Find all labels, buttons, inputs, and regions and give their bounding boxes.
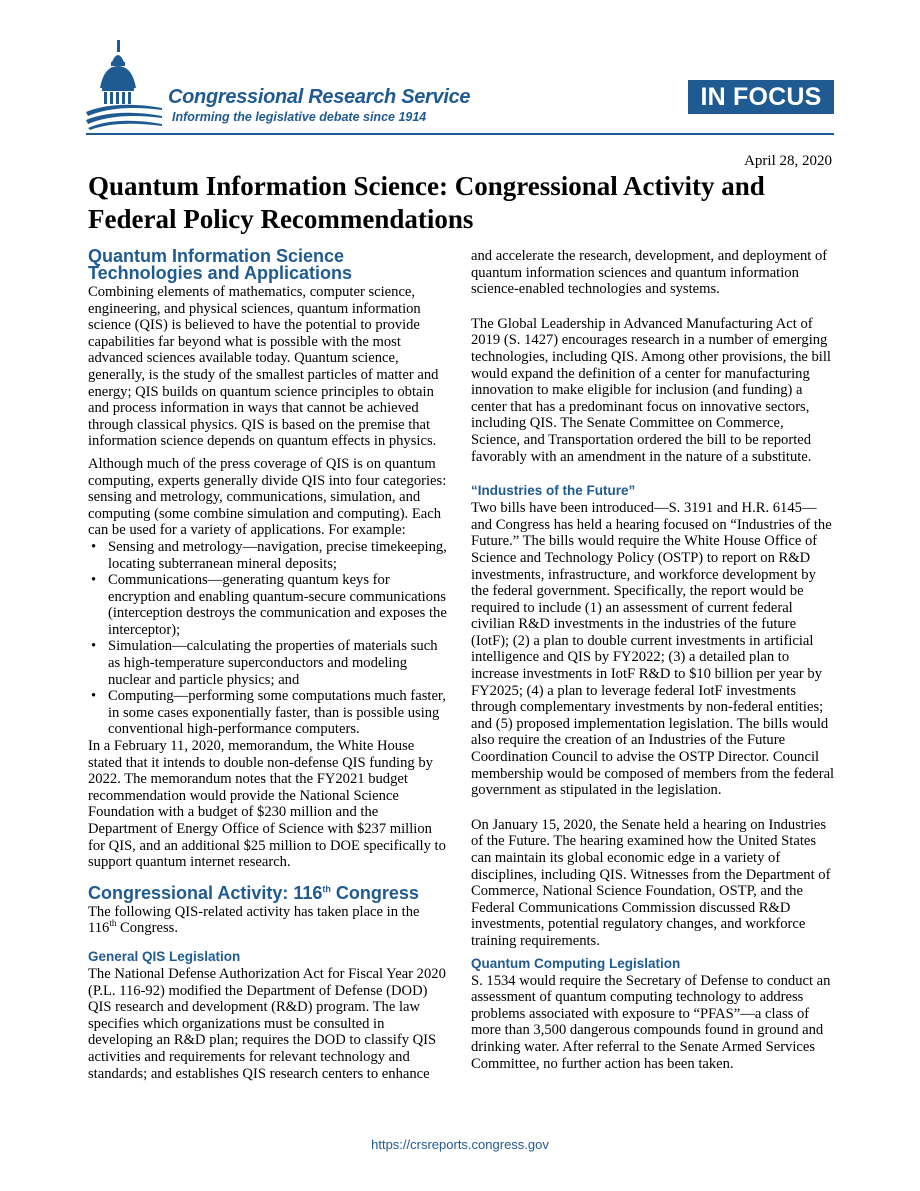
in-focus-badge: IN FOCUS	[688, 80, 834, 114]
right-column	[471, 248, 835, 1078]
left-column	[88, 248, 448, 1088]
list-item: • Sensing and metrology—navigation, precise timekeeping, locating subterranean mineral deposits;	[88, 539, 448, 572]
list-item: • Communications—generating quantum keys for encryption and enabling quantum-secure communications (interception destroys the communication and exposes the interceptor);	[88, 572, 448, 638]
paragraph: Combining elements of mathematics, computer science, engineering, and physical sciences, quantum information science (QIS) is believed to have the potential to provide capabilities far beyond what is possible with the most advanced sciences available today. Quantum science, generally, is the study of the smallest particles of matter and energy; QIS builds on quantum science principles to obtain and process information in ways that cannot be achieved through classical physics. QIS is based on the premise that information science depends on quantum effects in physics.	[88, 284, 439, 450]
paragraph: On January 15, 2020, the Senate held a hearing on Industries of the Future. The hearing examined how the United States can maintain its global economic edge in a variety of disciplines, including QIS. Witnesses from the Department of Commerce, National Science Foundation, OSTP, and the Federal Communications Commission discussed R&D investments, potential regulatory changes, and workforce training requirements.	[471, 816, 831, 949]
paragraph: The following QIS-related activity has taken place in the 116th Congress.	[88, 903, 420, 937]
subheading-industries: “Industries of the Future”	[471, 483, 636, 499]
page-title: Quantum Information Science: Congressional Activity and Federal Policy Recommendations	[88, 171, 765, 234]
application-list	[88, 539, 448, 738]
org-tagline: Informing the legislative debate since 1914	[172, 110, 427, 124]
paragraph: and accelerate the research, development, and deployment of quantum information sciences and quantum information science-enabled technologies and systems.	[471, 248, 828, 298]
paragraph: Two bills have been introduced—S. 3191 and H.R. 6145—and Congress has held a hearing focused on “Industries of the Future.” The bills would require the White House Office of Science and Technology Policy (OSTP) to report on R&D investments, infrastructure, and workforce development by the federal government. Specifically, the report would be required to include (1) an assessment of current federal civilian R&D investments in the industries of the future (IotF); (2) a plan to double current investments in artificial intelligence and QIS by FY2022; (3) a detailed plan to increase investments in IotF R&D to $10 billion per year by FY2025; (4) a plan to leverage federal IotF investments through complementary investments by non-federal entities; and (5) proposed implementation legislation. The bills would also require the creation of an Industries of the Future Coordination Council to advise the OSTP Director. Council membership would be composed of members from the federal government as stipulated in the legislation.	[471, 500, 835, 799]
paragraph: Although much of the press coverage of QIS is on quantum computing, experts generally divide QIS into four categories: sensing and metrology, communications, simulation, and computing (some combine simulation and computing). Each can be used for a variety of applications. For example:	[88, 455, 447, 539]
list-item: • Computing—performing some computations much faster, in some cases exponentially faster, than is possible using conventional high-performance computers.	[88, 688, 448, 738]
report-date: April 28, 2020	[744, 153, 832, 169]
subheading-computing: Quantum Computing Legislation	[471, 955, 681, 971]
list-item: • Simulation—calculating the properties of materials such as high-temperature superconductors and modeling nuclear and particle physics; and	[88, 638, 448, 688]
org-name: Congressional Research Service	[168, 86, 471, 108]
paragraph: The National Defense Authorization Act for Fiscal Year 2020 (P.L. 116-92) modified the Department of Defense (DOD) QIS research and development (R&D) program. The law specifies which organizations must be consulted in developing an R&D plan; requires the DOD to classify QIS activities and requirements for relevant technology and standards; and establishes QIS research centers to enhance	[88, 965, 446, 1082]
paragraph: In a February 11, 2020, memorandum, the White House stated that it intends to double non-defense QIS funding by 2022. The memorandum notes that the FY2021 budget recommendation would provide the National Science Foundation with a budget of $230 million and the Department of Energy Office of Science with $237 million for QIS, and an additional $25 million to DOE specifically to support quantum internet research.	[88, 738, 446, 871]
report-header	[0, 0, 920, 140]
section-heading-congress: Congressional Activity: 116th Congress	[88, 882, 419, 903]
footer-url[interactable]: https://crsreports.congress.gov	[371, 1137, 549, 1152]
header-rule	[86, 133, 834, 135]
paragraph: The Global Leadership in Advanced Manufacturing Act of 2019 (S. 1427) encourages research in a number of emerging technologies, including QIS. Among other provisions, the bill would expand the definition of a center for manufacturing innovation to make eligible for inclusion (and funding) a center that has a predominant focus on innovative sectors, including QIS. The Senate Committee on Commerce, Science, and Transportation ordered the bill to be reported favorably with an amendment in the nature of a substitute.	[471, 315, 831, 465]
section-heading-qis: Quantum Information Science Technologies and Applications	[88, 246, 353, 283]
paragraph: S. 1534 would require the Secretary of Defense to conduct an assessment of quantum computing technology to address problems associated with exposure to “PFAS”—a class of more than 3,500 dangerous compounds found in ground and drinking water. After referral to the Senate Armed Services Committee, no further action has been taken.	[471, 972, 831, 1072]
subheading-general: General QIS Legislation	[88, 948, 241, 964]
capitol-dome-icon	[86, 40, 166, 130]
